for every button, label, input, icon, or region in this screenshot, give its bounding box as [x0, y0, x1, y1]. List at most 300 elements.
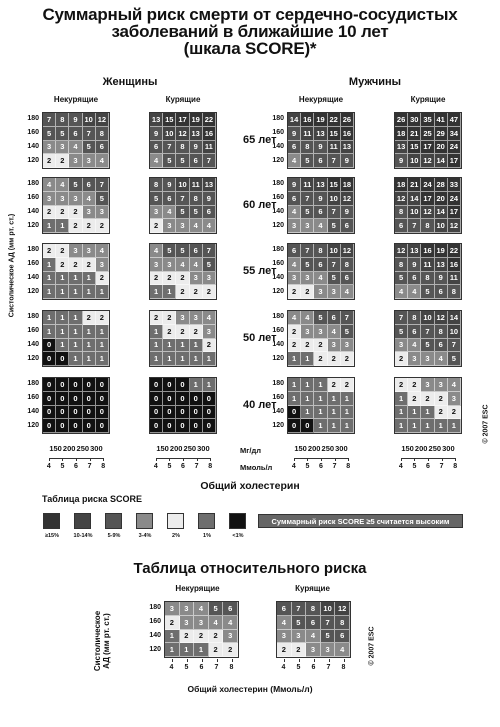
risk-cell: 0 — [288, 419, 301, 433]
risk-cell: 4 — [335, 643, 350, 657]
risk-cell: 14 — [448, 311, 461, 325]
relative-y-label-line-1: Систолическое — [93, 610, 102, 672]
risk-cell: 6 — [341, 272, 354, 286]
risk-cell: 8 — [190, 192, 203, 206]
risk-cell: 9 — [314, 141, 327, 155]
risk-cell: 1 — [150, 325, 163, 339]
mmol-unit: Ммоль/л — [240, 463, 273, 472]
risk-cell: 3 — [69, 244, 82, 258]
risk-cell: 2 — [176, 272, 189, 286]
risk-cell: 6 — [314, 258, 327, 272]
copyright-relative: © 2007 ESC — [368, 626, 376, 666]
risk-cell: 9 — [288, 178, 301, 192]
risk-cell: 7 — [292, 602, 307, 616]
risk-cell: 18 — [395, 178, 408, 192]
mmol-tick — [90, 458, 91, 461]
mgdl-tick-label: 300 — [197, 444, 210, 453]
risk-cell: 4 — [203, 311, 216, 325]
chart-title — [0, 6, 500, 57]
risk-cell: 4 — [408, 285, 421, 299]
mmol-tick-label: 5 — [167, 463, 172, 470]
risk-cell: 10 — [328, 244, 341, 258]
risk-cell: 6 — [435, 339, 448, 353]
risk-cell: 6 — [335, 630, 350, 644]
risk-cell: 10 — [408, 154, 421, 168]
score-grid — [42, 310, 110, 367]
risk-cell: 10 — [176, 178, 189, 192]
risk-cell: 3 — [203, 325, 216, 339]
mgdl-tick-label: 250 — [76, 444, 90, 453]
risk-cell: 3 — [43, 141, 56, 155]
risk-cell: 4 — [288, 206, 301, 220]
risk-cell: 3 — [277, 630, 292, 644]
risk-cell: 16 — [301, 113, 314, 127]
score-grid — [149, 177, 217, 234]
risk-cell: 4 — [190, 219, 203, 233]
relative-mmol-tick — [172, 659, 173, 662]
risk-cell: 12 — [341, 192, 354, 206]
risk-cell: 5 — [328, 272, 341, 286]
risk-cell: 7 — [328, 258, 341, 272]
risk-cell: 1 — [96, 352, 109, 366]
risk-cell: 1 — [69, 325, 82, 339]
women-bp-label: 180 — [27, 312, 39, 320]
mgdl-tick-label: 150 — [156, 444, 169, 453]
mmol-tick — [414, 458, 415, 461]
risk-cell: 0 — [96, 392, 109, 406]
risk-cell: 26 — [395, 113, 408, 127]
risk-cell: 2 — [223, 643, 238, 657]
risk-cell: 4 — [96, 244, 109, 258]
risk-cell: 2 — [301, 285, 314, 299]
risk-cell: 1 — [421, 419, 434, 433]
relative-risk-grid — [164, 601, 239, 658]
risk-cell: 0 — [150, 392, 163, 406]
risk-cell: 12 — [421, 154, 434, 168]
risk-cell: 1 — [341, 406, 354, 420]
mmol-tick — [76, 458, 77, 461]
risk-cell: 0 — [83, 406, 96, 420]
risk-cell: 2 — [421, 392, 434, 406]
relative-mmol-tick-label: 8 — [229, 664, 234, 671]
risk-cell: 3 — [301, 272, 314, 286]
age-label: 65 лет — [243, 133, 277, 146]
mmol-tick — [156, 458, 157, 461]
risk-cell: 5 — [209, 602, 224, 616]
risk-cell: 5 — [301, 258, 314, 272]
risk-cell: 12 — [395, 192, 408, 206]
relative-mmol-tick — [187, 659, 188, 662]
risk-cell: 8 — [395, 258, 408, 272]
mmol-tick-label: 4 — [398, 463, 403, 470]
risk-cell: 0 — [56, 406, 69, 420]
risk-cell: 0 — [150, 378, 163, 392]
risk-cell: 1 — [288, 392, 301, 406]
risk-cell: 17 — [421, 141, 434, 155]
risk-cell: 7 — [421, 325, 434, 339]
mgdl-tick-label: 250 — [183, 444, 197, 453]
risk-cell: 4 — [150, 154, 163, 168]
score-grid — [394, 310, 462, 367]
score-grid — [42, 112, 110, 169]
risk-cell: 7 — [43, 113, 56, 127]
score-grid — [287, 377, 355, 434]
men-bp-label: 160 — [272, 193, 284, 201]
risk-cell: 0 — [56, 352, 69, 366]
risk-cell: 41 — [435, 113, 448, 127]
risk-cell: 8 — [421, 219, 434, 233]
risk-cell: 3 — [56, 192, 69, 206]
mmol-tick — [210, 458, 211, 461]
mmol-tick-label: 6 — [319, 463, 323, 470]
women-bp-label: 160 — [27, 393, 39, 401]
risk-cell: 0 — [288, 406, 301, 420]
relative-title: Таблица относительного риска — [133, 560, 367, 577]
risk-cell: 6 — [150, 141, 163, 155]
risk-cell: 4 — [408, 339, 421, 353]
risk-cell: 5 — [395, 325, 408, 339]
risk-cell: 11 — [190, 178, 203, 192]
legend-swatch — [229, 513, 246, 529]
risk-cell: 6 — [314, 154, 327, 168]
risk-cell: 4 — [150, 244, 163, 258]
risk-cell: 15 — [408, 141, 421, 155]
men-bp-label: 140 — [272, 274, 284, 282]
mmol-tick — [183, 458, 184, 461]
score-grid — [149, 243, 217, 300]
risk-cell: 2 — [288, 325, 301, 339]
men-header: Мужчины — [348, 76, 402, 88]
risk-cell: 16 — [341, 127, 354, 141]
risk-cell: 5 — [314, 311, 327, 325]
relative-risk-grid — [276, 601, 351, 658]
risk-cell: 0 — [176, 406, 189, 420]
risk-cell: 2 — [56, 258, 69, 272]
risk-cell: 12 — [176, 127, 189, 141]
legend-label: 3-4% — [138, 533, 152, 539]
risk-cell: 2 — [341, 378, 354, 392]
risk-cell: 0 — [83, 378, 96, 392]
risk-cell: 1 — [150, 339, 163, 353]
risk-cell: 2 — [43, 206, 56, 220]
risk-cell: 8 — [341, 258, 354, 272]
risk-cell: 1 — [314, 378, 327, 392]
risk-cell: 0 — [163, 392, 176, 406]
risk-cell: 1 — [408, 419, 421, 433]
women-header: Женщины — [102, 76, 158, 88]
risk-cell: 18 — [395, 127, 408, 141]
risk-cell: 8 — [395, 206, 408, 220]
relative-mmol-tick — [314, 659, 315, 662]
risk-cell: 2 — [56, 154, 69, 168]
risk-cell: 2 — [96, 219, 109, 233]
legend-swatch — [43, 513, 60, 529]
risk-cell: 6 — [288, 244, 301, 258]
risk-cell: 3 — [421, 378, 434, 392]
risk-cell: 1 — [56, 339, 69, 353]
risk-cell: 2 — [176, 325, 189, 339]
relative-mmol-tick-label: 8 — [341, 664, 346, 671]
risk-cell: 3 — [190, 311, 203, 325]
risk-cell: 8 — [314, 244, 327, 258]
risk-cell: 2 — [277, 643, 292, 657]
risk-cell: 11 — [301, 178, 314, 192]
risk-cell: 2 — [395, 378, 408, 392]
risk-cell: 12 — [421, 206, 434, 220]
risk-cell: 2 — [190, 285, 203, 299]
risk-cell: 3 — [150, 206, 163, 220]
risk-cell: 0 — [69, 378, 82, 392]
mmol-tick-label: 6 — [426, 463, 430, 470]
risk-cell: 1 — [43, 258, 56, 272]
risk-cell: 2 — [43, 244, 56, 258]
risk-cell: 2 — [83, 311, 96, 325]
risk-cell: 1 — [69, 272, 82, 286]
risk-cell: 10 — [421, 311, 434, 325]
risk-cell: 6 — [408, 325, 421, 339]
risk-cell: 3 — [314, 285, 327, 299]
risk-cell: 0 — [69, 392, 82, 406]
risk-cell: 1 — [301, 352, 314, 366]
risk-cell: 4 — [56, 178, 69, 192]
women-bp-label: 140 — [27, 408, 39, 416]
risk-cell: 12 — [448, 219, 461, 233]
risk-cell: 13 — [203, 178, 216, 192]
risk-cell: 3 — [43, 192, 56, 206]
risk-cell: 3 — [408, 352, 421, 366]
mmol-tick-label: 5 — [60, 463, 65, 470]
risk-cell: 20 — [435, 192, 448, 206]
relative-mmol-tick-label: 6 — [199, 664, 204, 671]
men-bp-label: 140 — [272, 408, 284, 416]
relative-mmol-tick-label: 4 — [169, 664, 174, 671]
risk-cell: 0 — [150, 419, 163, 433]
risk-cell: 5 — [176, 244, 189, 258]
risk-cell: 2 — [341, 352, 354, 366]
risk-cell: 1 — [314, 392, 327, 406]
risk-cell: 5 — [328, 219, 341, 233]
risk-cell: 12 — [341, 244, 354, 258]
risk-cell: 2 — [150, 311, 163, 325]
risk-cell: 0 — [96, 419, 109, 433]
risk-cell: 6 — [395, 219, 408, 233]
men-bp-label: 120 — [272, 288, 284, 296]
risk-cell: 0 — [43, 392, 56, 406]
relative-mmol-tick-label: 5 — [184, 664, 189, 671]
risk-cell: 3 — [341, 339, 354, 353]
relative-bp-label: 160 — [149, 617, 161, 625]
risk-cell: 9 — [190, 141, 203, 155]
mgdl-tick-label: 150 — [49, 444, 62, 453]
risk-cell: 1 — [43, 285, 56, 299]
relative-mmol-tick-label: 7 — [214, 664, 219, 671]
risk-cell: 4 — [314, 272, 327, 286]
risk-cell: 2 — [96, 311, 109, 325]
risk-cell: 2 — [448, 406, 461, 420]
risk-cell: 3 — [306, 643, 321, 657]
score-grid — [42, 177, 110, 234]
risk-cell: 11 — [448, 272, 461, 286]
risk-cell: 26 — [341, 113, 354, 127]
mmol-tick — [348, 458, 349, 461]
risk-cell: 2 — [150, 272, 163, 286]
men-bp-label: 120 — [272, 422, 284, 430]
risk-cell: 9 — [435, 272, 448, 286]
risk-cell: 0 — [56, 392, 69, 406]
risk-cell: 2 — [163, 325, 176, 339]
risk-cell: 1 — [328, 392, 341, 406]
risk-cell: 5 — [395, 272, 408, 286]
risk-cell: 5 — [301, 154, 314, 168]
mgdl-tick-label: 200 — [62, 444, 76, 453]
risk-cell: 22 — [328, 113, 341, 127]
risk-cell: 2 — [150, 219, 163, 233]
risk-cell: 2 — [69, 258, 82, 272]
risk-cell: 14 — [408, 192, 421, 206]
risk-cell: 18 — [341, 178, 354, 192]
risk-cell: 3 — [314, 325, 327, 339]
risk-cell: 1 — [56, 272, 69, 286]
score-grid — [287, 112, 355, 169]
risk-cell: 4 — [448, 378, 461, 392]
risk-cell: 0 — [203, 406, 216, 420]
risk-cell: 24 — [448, 192, 461, 206]
risk-cell: 0 — [69, 406, 82, 420]
risk-cell: 20 — [435, 141, 448, 155]
risk-cell: 6 — [328, 311, 341, 325]
risk-cell: 1 — [163, 352, 176, 366]
risk-cell: 2 — [288, 285, 301, 299]
risk-cell: 4 — [203, 219, 216, 233]
risk-cell: 1 — [96, 339, 109, 353]
risk-cell: 3 — [96, 258, 109, 272]
risk-cell: 24 — [421, 178, 434, 192]
score-grid — [287, 243, 355, 300]
mgdl-tick-label: 150 — [294, 444, 307, 453]
risk-cell: 13 — [408, 244, 421, 258]
risk-cell: 3 — [301, 325, 314, 339]
risk-cell: 2 — [163, 311, 176, 325]
risk-cell: 5 — [341, 325, 354, 339]
mgdl-tick-label: 150 — [401, 444, 414, 453]
risk-cell: 1 — [408, 406, 421, 420]
risk-cell: 5 — [150, 192, 163, 206]
risk-cell: 5 — [69, 178, 82, 192]
risk-cell: 16 — [203, 127, 216, 141]
mmol-tick — [169, 458, 170, 461]
mmol-tick-label: 7 — [332, 463, 337, 470]
mgdl-tick-label: 250 — [428, 444, 442, 453]
risk-cell: 13 — [190, 127, 203, 141]
legend-label: 5-9% — [107, 533, 121, 539]
mmol-tick — [49, 458, 50, 461]
mmol-tick — [335, 458, 336, 461]
men-bp-label: 180 — [272, 179, 284, 187]
risk-cell: 2 — [69, 206, 82, 220]
risk-cell: 0 — [203, 392, 216, 406]
risk-cell: 6 — [306, 616, 321, 630]
risk-cell: 4 — [341, 285, 354, 299]
risk-cell: 9 — [408, 258, 421, 272]
women-bp-label: 160 — [27, 193, 39, 201]
risk-cell: 2 — [292, 643, 307, 657]
risk-cell: 0 — [190, 419, 203, 433]
risk-cell: 1 — [176, 352, 189, 366]
mgdl-tick-label: 300 — [90, 444, 103, 453]
women-bp-label: 160 — [27, 128, 39, 136]
risk-cell: 0 — [190, 392, 203, 406]
risk-cell: 6 — [203, 206, 216, 220]
mmol-tick — [321, 458, 322, 461]
women-bp-label: 120 — [27, 157, 39, 165]
risk-cell: 4 — [83, 192, 96, 206]
score-grid — [42, 243, 110, 300]
risk-cell: 3 — [435, 378, 448, 392]
y-axis-label: Систолическое АД (мм рт. ст.) — [8, 213, 16, 318]
title-line-1: Суммарный риск смерти от сердечно-сосудистых — [42, 5, 458, 24]
risk-cell: 0 — [56, 419, 69, 433]
risk-cell: 0 — [203, 419, 216, 433]
legend-swatch — [198, 513, 215, 529]
risk-cell: 22 — [203, 113, 216, 127]
risk-cell: 1 — [421, 406, 434, 420]
risk-cell: 5 — [163, 154, 176, 168]
risk-cell: 2 — [328, 378, 341, 392]
risk-cell: 5 — [96, 192, 109, 206]
risk-cell: 5 — [301, 206, 314, 220]
risk-cell: 6 — [223, 602, 238, 616]
risk-cell: 4 — [288, 311, 301, 325]
title-line-3: (шкала SCORE)* — [183, 39, 317, 58]
risk-cell: 4 — [288, 258, 301, 272]
risk-cell: 1 — [180, 643, 195, 657]
mmol-tick-label: 7 — [439, 463, 444, 470]
risk-cell: 3 — [301, 219, 314, 233]
mmol-tick — [307, 458, 308, 461]
risk-cell: 12 — [435, 311, 448, 325]
relative-mmol-tick — [344, 659, 345, 662]
mmol-tick-label: 8 — [453, 463, 458, 470]
risk-cell: 2 — [96, 272, 109, 286]
risk-cell: 7 — [301, 244, 314, 258]
risk-cell: 24 — [448, 141, 461, 155]
men-bp-label: 180 — [272, 245, 284, 253]
risk-cell: 4 — [277, 616, 292, 630]
men-bp-label: 120 — [272, 355, 284, 363]
risk-cell: 3 — [83, 154, 96, 168]
risk-cell: 1 — [83, 352, 96, 366]
legend-swatch — [167, 513, 184, 529]
mmol-tick-label: 8 — [208, 463, 213, 470]
risk-cell: 0 — [56, 378, 69, 392]
risk-cell: 6 — [277, 602, 292, 616]
risk-cell: 13 — [341, 141, 354, 155]
risk-cell: 17 — [421, 192, 434, 206]
risk-cell: 9 — [203, 192, 216, 206]
risk-cell: 4 — [176, 258, 189, 272]
risk-cell: 5 — [203, 258, 216, 272]
risk-cell: 19 — [435, 244, 448, 258]
risk-cell: 6 — [288, 192, 301, 206]
relative-y-axis-label — [93, 601, 111, 681]
relative-nonsmoker-header: Некурящие — [175, 584, 220, 593]
risk-cell: 11 — [301, 127, 314, 141]
relative-mmol-tick-label: 5 — [296, 664, 301, 671]
risk-cell: 0 — [96, 378, 109, 392]
risk-cell: 1 — [43, 272, 56, 286]
risk-cell: 3 — [421, 352, 434, 366]
risk-cell: 4 — [306, 630, 321, 644]
